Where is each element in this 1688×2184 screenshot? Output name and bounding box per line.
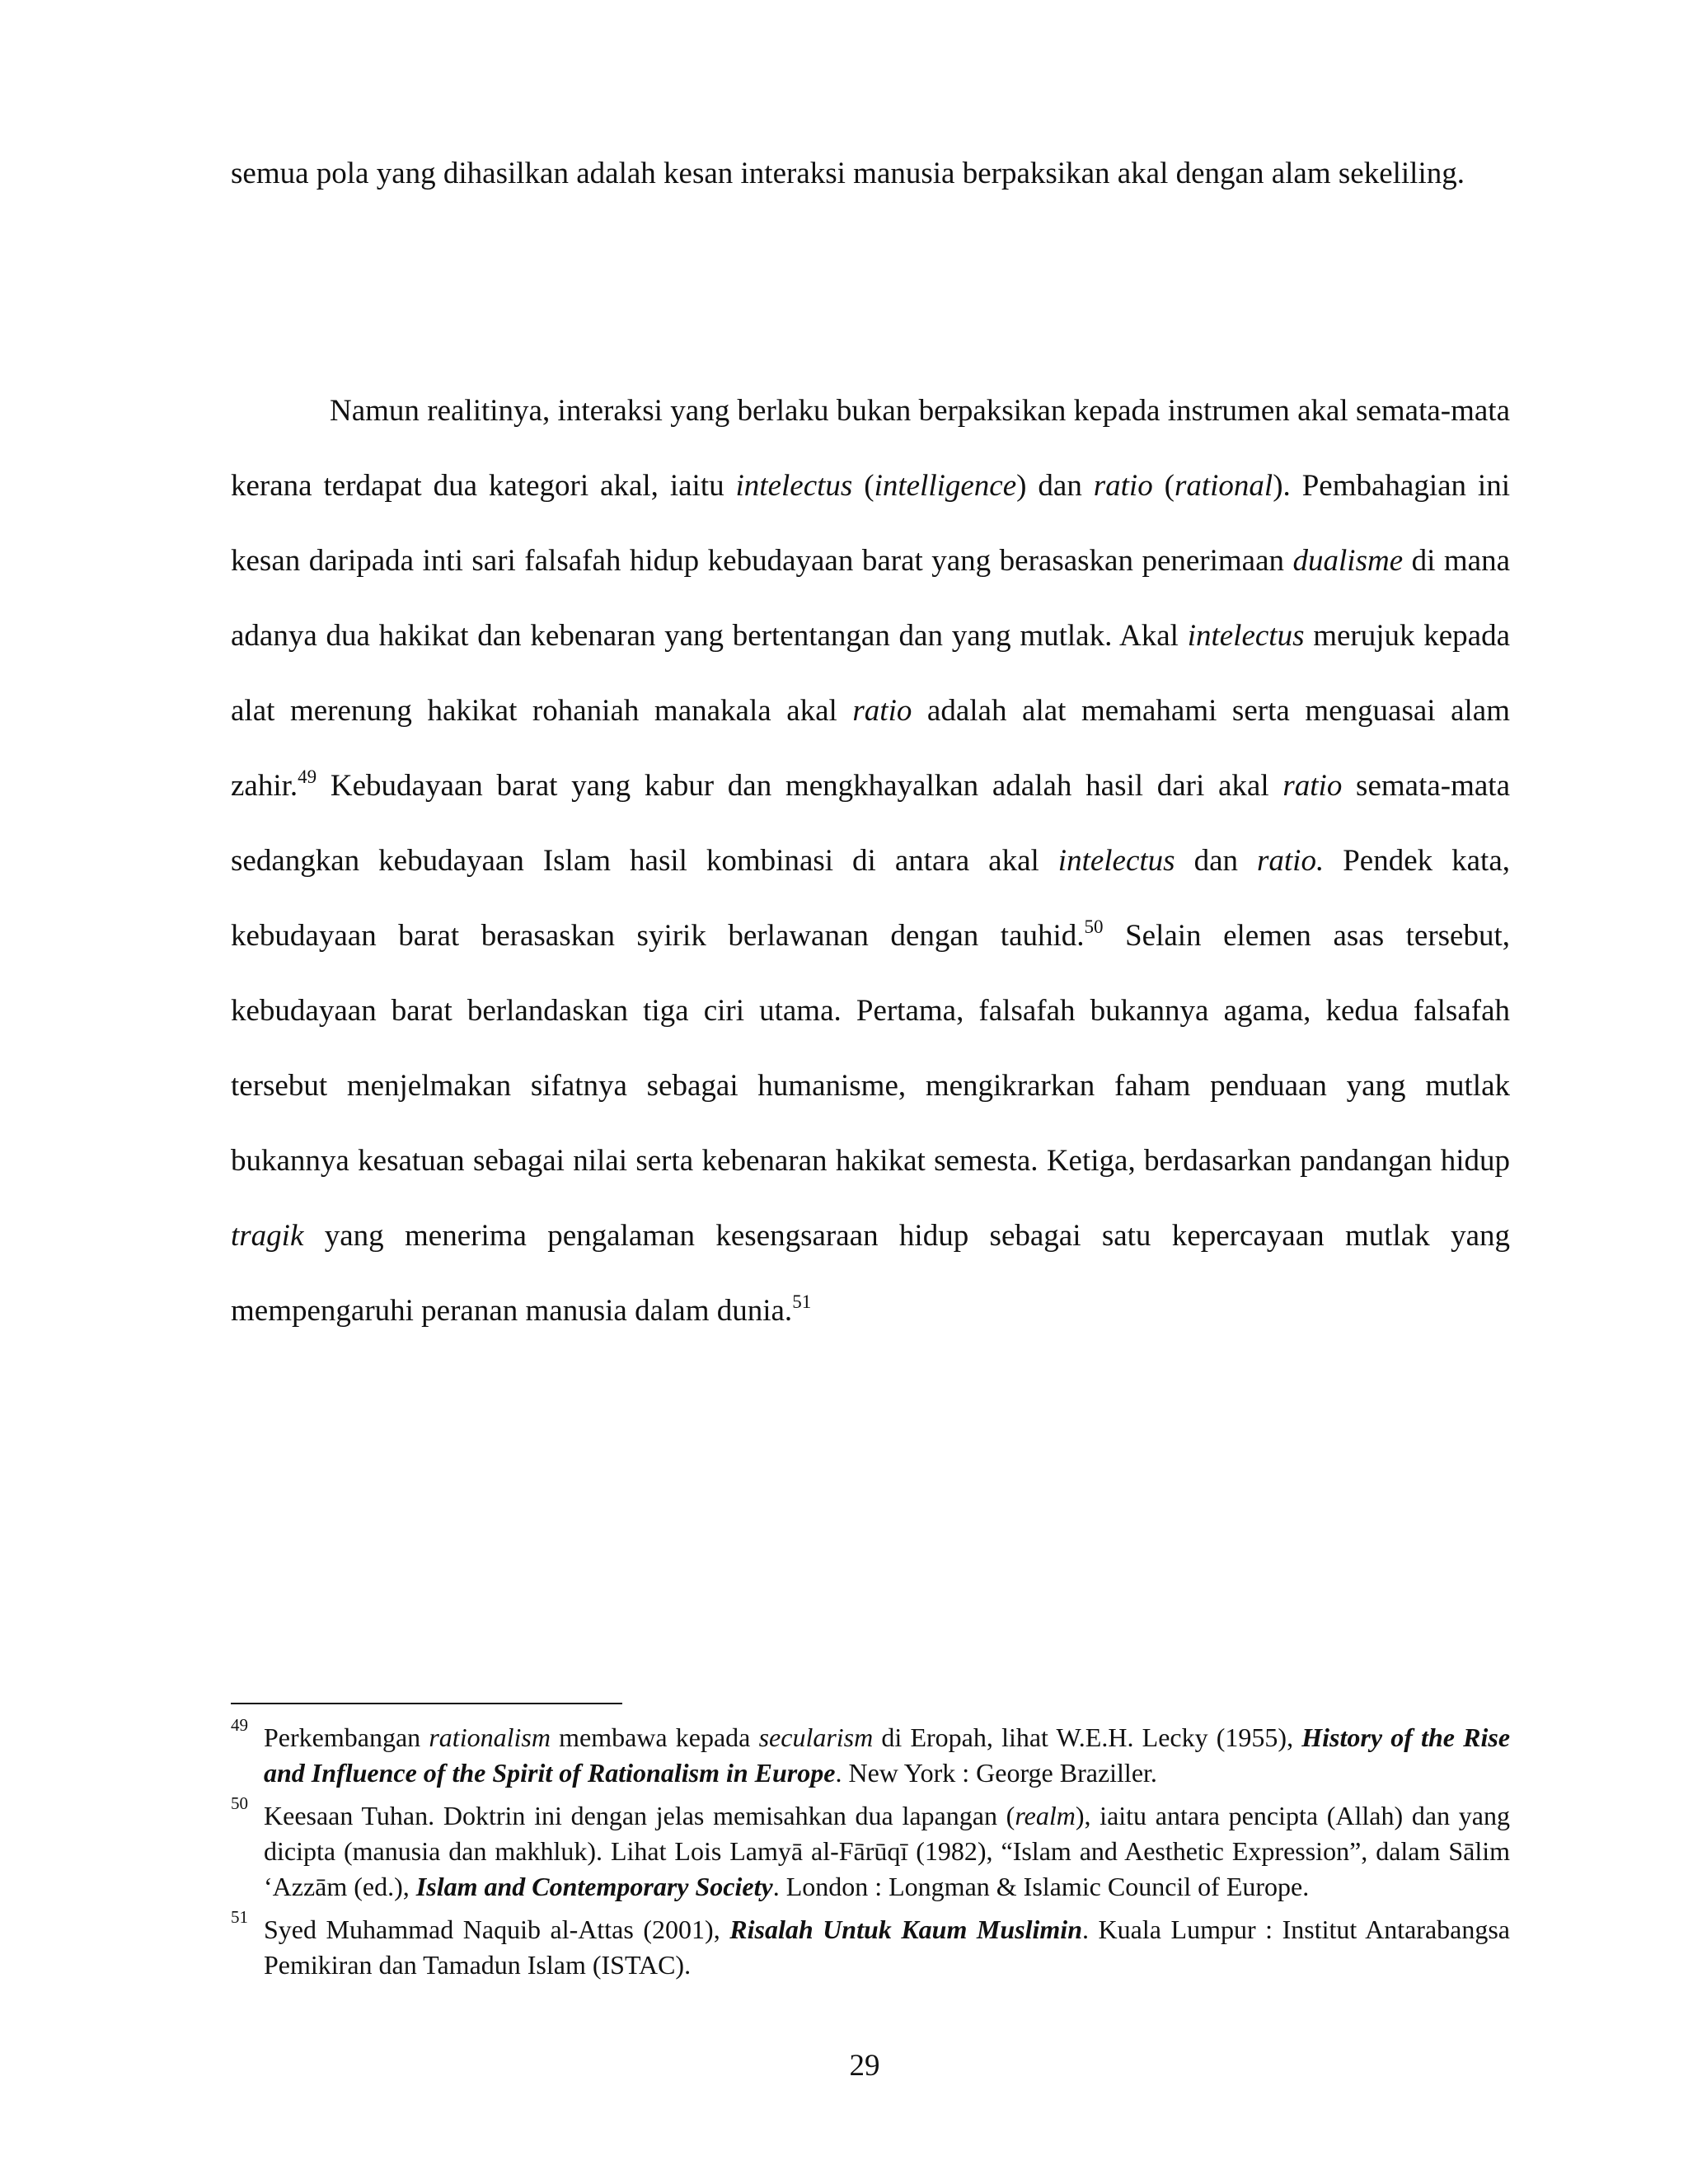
text-run: Namun realitinya, interaksi yang berlaku bukan berpaksikan kepada instrumen akal semata-mata kerana terdapat dua kategori akal, iaitu (231, 394, 1510, 503)
footnote-text: di Eropah, lihat W.E.H. Lecky (1955), (873, 1722, 1302, 1752)
italic-term: intelligence (874, 469, 1017, 503)
italic-term: intelectus (735, 469, 853, 503)
footnote-number: 50 (231, 1793, 248, 1813)
italic-term: tragik (231, 1219, 304, 1253)
italic-term: intelectus (1057, 844, 1175, 878)
italic-term: ratio (1282, 769, 1343, 803)
footnote-text: membawa kepada (550, 1722, 759, 1752)
footnote-reference-50[interactable]: 50 (1084, 916, 1104, 937)
text-run: di mana adanya dua hakikat dan kebenaran yang bertentangan dan yang mutlak. Akal (231, 544, 1510, 653)
text-run: semata-mata sedangkan kebudayaan Islam hasil kombinasi di antara akal (231, 769, 1510, 878)
footnote-text: Perkembangan (264, 1722, 429, 1752)
footnote-49 (231, 1715, 1511, 1791)
italic-term: realm (1015, 1801, 1076, 1830)
footnote-text: . Kuala Lumpur : Institut Antarabangsa Pemikiran dan Tamadun Islam (ISTAC). (264, 1915, 1511, 1980)
footnote-50 (231, 1793, 1511, 1905)
italic-term: ratio (1093, 469, 1153, 503)
footnotes-section (231, 1715, 1511, 1990)
text-run: ( (1152, 469, 1175, 503)
footnote-text: . London : Longman & Islamic Council of Europe. (772, 1872, 1310, 1901)
text-run: ) dan (1016, 469, 1094, 503)
footnote-text: Syed Muhammad Naquib al-Attas (2001), (264, 1915, 730, 1944)
text-run: merujuk kepada alat merenung hakikat rohaniah manakala akal (231, 619, 1510, 728)
italic-term: rational (1174, 469, 1273, 503)
text-run: Pendek kata, kebudayaan barat berasaskan syirik berlawanan dengan tauhid. (231, 844, 1510, 953)
body-paragraph-main (231, 373, 1510, 1348)
book-title: Islam and Contemporary Society (415, 1872, 773, 1901)
footnote-separator (231, 1703, 622, 1704)
footnote-text: . New York : George Braziller. (835, 1758, 1157, 1788)
paragraph-text: semua pola yang dihasilkan adalah kesan interaksi manusia berpaksikan akal dengan alam sekeliling. (231, 157, 1465, 190)
text-run: Kebudayaan barat yang kabur dan mengkhayalkan adalah hasil dari akal (316, 769, 1283, 803)
footnote-number: 51 (231, 1907, 248, 1927)
text-run: ). Pembahagian ini kesan daripada inti sari falsafah hidup kebudayaan barat yang berasaskan penerimaan (231, 469, 1510, 578)
book-title: History of the Rise and Influence of the Spirit of Rationalism in Europe (264, 1722, 1511, 1788)
italic-term: rationalism (429, 1722, 551, 1752)
page-number: 29 (849, 2049, 880, 2083)
footnote-text: ), iaitu antara pencipta (Allah) dan yang dicipta (manusia dan makhluk). Lihat Lois Lamyā al-Fārūqī (1982), “Islam and Aesthetic Expression”, dalam Sālim ‘Azzām (ed.), (264, 1801, 1511, 1901)
text-run: Selain elemen asas tersebut, kebudayaan barat berlandaskan tiga ciri utama. Pertama, falsafah bukannya agama, kedua falsafah tersebut menjelmakan sifatnya sebagai humanisme, mengikrarkan faham penduaan yang mutlak bukannya kesatuan sebagai nilai serta kebenaran hakikat semesta. Ketiga, berdasarkan pandangan hidup (231, 919, 1511, 1178)
footnote-text: Keesaan Tuhan. Doktrin ini dengan jelas memisahkan dua lapangan ( (264, 1801, 1015, 1830)
text-run: adalah alat memahami serta menguasai alam zahir. (231, 694, 1511, 803)
footnote-reference-49[interactable]: 49 (298, 766, 317, 787)
italic-term: ratio. (1257, 844, 1325, 878)
text-run: dan (1175, 844, 1257, 878)
body-paragraph-continuation (231, 136, 1510, 211)
italic-term: dualisme (1292, 544, 1404, 578)
footnote-reference-51[interactable]: 51 (792, 1291, 812, 1312)
text-run: yang menerima pengalaman kesengsaraan hidup sebagai satu kepercayaan mutlak yang mempengaruhi peranan manusia dalam dunia. (231, 1219, 1510, 1328)
footnote-51 (231, 1907, 1511, 1983)
italic-term: intelectus (1187, 619, 1305, 653)
footnote-number: 49 (231, 1715, 248, 1735)
book-title: Risalah Untuk Kaum Muslimin (729, 1915, 1082, 1944)
italic-term: secularism (758, 1722, 874, 1752)
italic-term: ratio (852, 694, 912, 728)
text-run: ( (852, 469, 874, 503)
